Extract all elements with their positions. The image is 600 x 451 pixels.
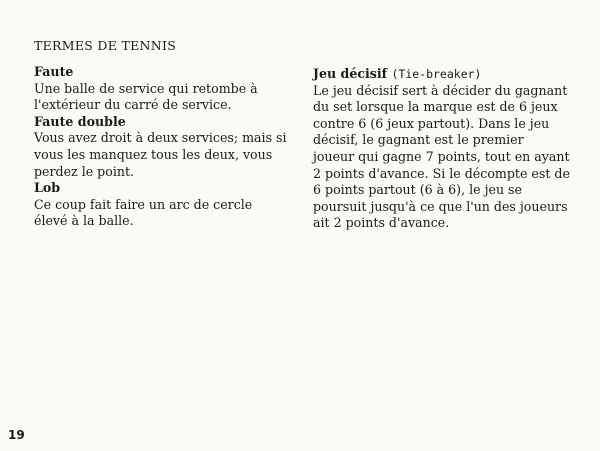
left-column	[34, 64, 296, 230]
term-label: Faute	[34, 64, 74, 79]
term-definition: Vous avez droit à deux services; mais si vous les manquez tous les deux, vous perdez le point.	[34, 130, 287, 179]
term-label	[313, 66, 575, 83]
glossary-entry-faute-double	[34, 114, 296, 180]
term-label: Faute double	[34, 113, 126, 129]
term-name: Jeu décisif	[313, 66, 388, 81]
glossary-entry-lob	[34, 180, 296, 230]
term-definition: Une balle de service qui retombe à l'extérieur du carré de service.	[34, 80, 258, 113]
glossary-entry-jeu-decisif	[313, 66, 575, 232]
page-number: 19	[8, 428, 25, 442]
term-note: (Tie-breaker)	[391, 67, 482, 81]
right-column	[313, 66, 575, 232]
term-definition: Le jeu décisif sert à décider du gagnant du set lorsque la marque est de 6 jeux contre 6 (6 jeux partout). Dans le jeu décisif, le gagnant est le premier joueur qui gagne 7 points, tout en ayant 2 points d'avance. Si le décompte est de 6 points partout (6 à 6), le jeu se poursuit jusqu'à ce que l'un des joueurs ait 2 points d'avance.	[313, 82, 570, 231]
term-definition: Ce coup fait faire un arc de cercle élevé à la balle.	[34, 196, 253, 229]
term-label: Lob	[34, 180, 61, 196]
glossary-entry-faute	[34, 64, 296, 114]
page-heading: TERMES DE TENNIS	[34, 38, 177, 53]
